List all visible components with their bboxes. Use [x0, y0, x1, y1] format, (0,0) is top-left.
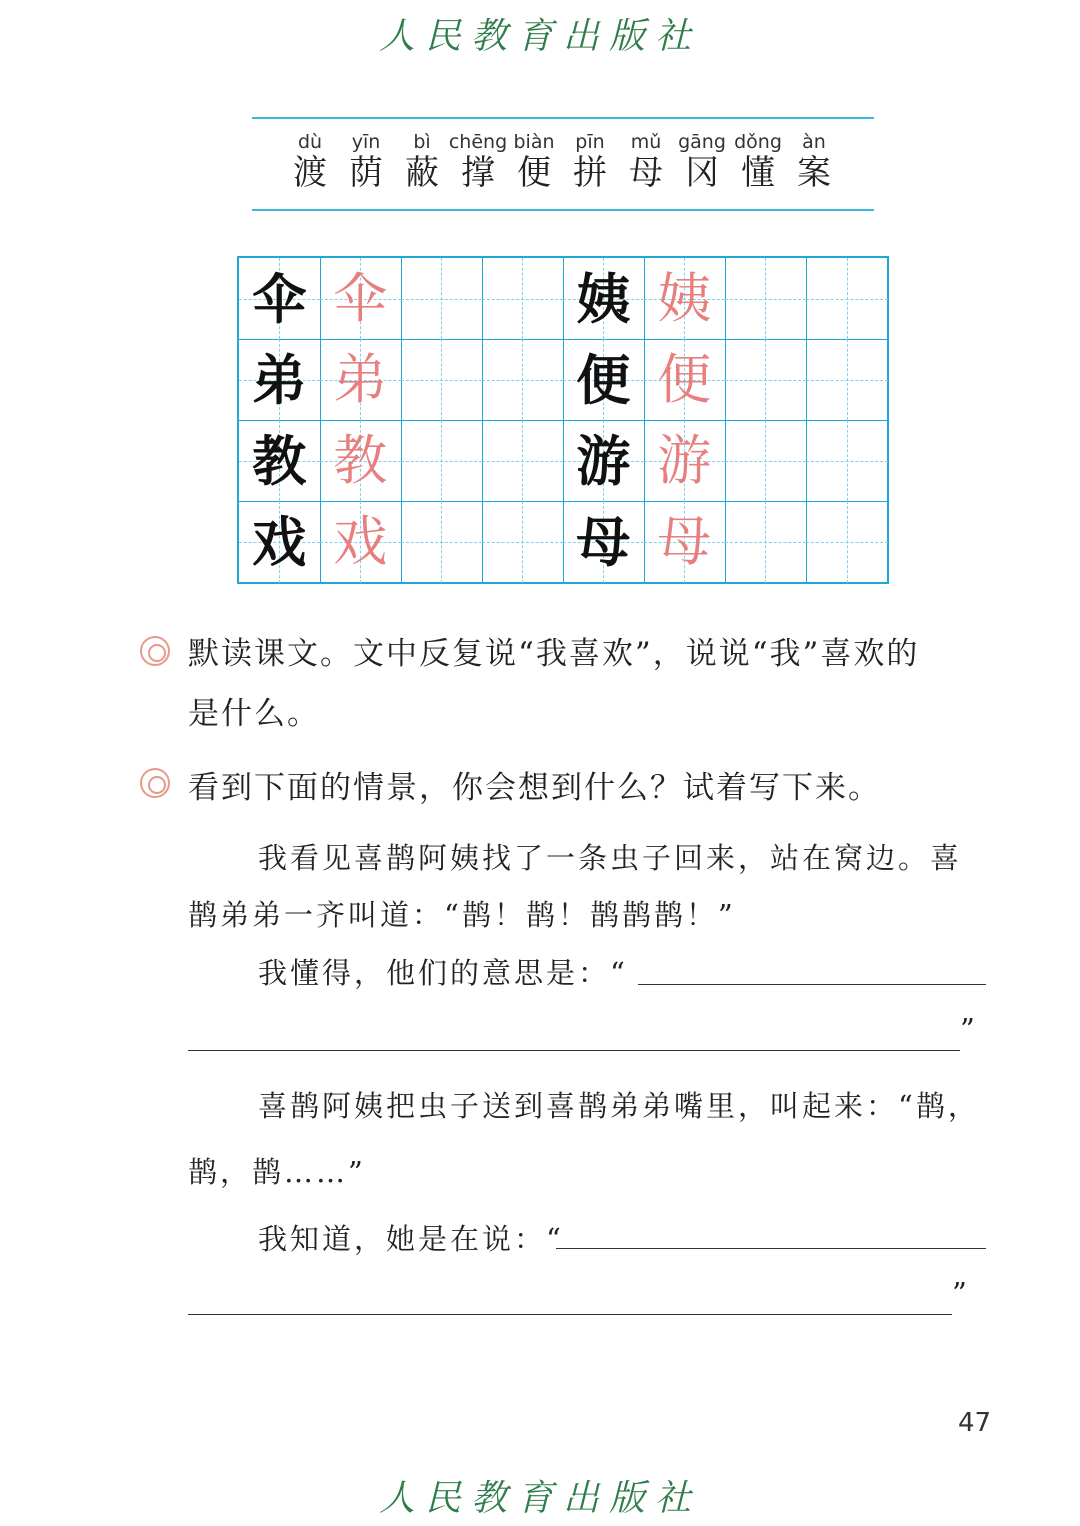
- grid-cell: [725, 258, 807, 340]
- tracing-character: 戏: [333, 510, 388, 573]
- tracing-character: 姨: [657, 266, 712, 330]
- vocab-item: yīn 荫: [349, 131, 383, 193]
- grid-cell: [563, 420, 645, 502]
- model-character: 戏: [252, 510, 307, 574]
- tracing-character: 伞: [333, 266, 388, 330]
- grid-cell: [725, 501, 807, 583]
- question-bullet-icon: [140, 768, 170, 798]
- grid-cell: [563, 339, 645, 421]
- tracing-character: 弟: [333, 347, 388, 411]
- vocab-item: dù 渡: [293, 131, 327, 193]
- grid-cell: [239, 339, 321, 421]
- page-number: 47: [958, 1408, 992, 1438]
- grid-cell: [401, 258, 483, 340]
- answer-2-blank-2[interactable]: [188, 1314, 952, 1315]
- vocab-item: bì 蔽: [405, 131, 439, 193]
- scene-2-line1: 喜鹊阿姨把虫子送到喜鹊弟弟嘴里，叫起来：“鹊，: [258, 1089, 980, 1123]
- grid-cell: [806, 501, 888, 583]
- grid-cell: [482, 420, 564, 502]
- grid-cell: [239, 258, 321, 340]
- answer-1-close-quote: ”: [960, 1012, 978, 1046]
- tracing-character: 教: [333, 428, 388, 492]
- tracing-character: 便: [657, 347, 712, 411]
- grid-cell: [482, 501, 564, 583]
- grid-cell: [644, 420, 726, 502]
- grid-cell: [806, 339, 888, 421]
- scene-1-line1: 我看见喜鹊阿姨找了一条虫子回来，站在窝边。喜: [258, 841, 963, 875]
- grid-cell: [644, 339, 726, 421]
- vocab-item: biàn 便: [513, 131, 555, 193]
- scene-1-line2: 鹊弟弟一齐叫道：“鹊！鹊！鹊鹊鹊！”: [188, 898, 736, 932]
- model-character: 游: [576, 428, 631, 493]
- vocabulary-box: [252, 117, 874, 211]
- vocab-item: pīn 拼: [573, 131, 607, 193]
- answer-1-blank-2[interactable]: [188, 1050, 960, 1051]
- answer-2-close-quote: ”: [952, 1276, 970, 1310]
- grid-cell: [563, 258, 645, 340]
- model-character: 姨: [576, 266, 631, 331]
- answer-1-blank[interactable]: [638, 984, 986, 985]
- grid-cell: [239, 501, 321, 583]
- grid-cell: [401, 420, 483, 502]
- model-character: 便: [576, 347, 631, 412]
- grid-cell: [482, 258, 564, 340]
- grid-cell: [482, 339, 564, 421]
- scene-2-line2: 鹊，鹊……”: [188, 1155, 366, 1189]
- question-2: 看到下面的情景，你会想到什么？试着写下来。: [188, 770, 881, 806]
- question-1-line1: 默读课文。文中反复说“我喜欢”，说说“我”喜欢的: [188, 636, 920, 672]
- grid-cell: [563, 501, 645, 583]
- tracing-character: 游: [657, 428, 712, 492]
- vocab-item: àn 案: [797, 131, 831, 193]
- model-character: 伞: [252, 266, 307, 331]
- writing-grid: [237, 256, 889, 584]
- grid-cell: [320, 339, 402, 421]
- grid-cell: [401, 501, 483, 583]
- vocab-item: chēng 撑: [448, 131, 508, 193]
- grid-cell: [320, 420, 402, 502]
- grid-cell: [644, 258, 726, 340]
- vocab-item: gāng 冈: [678, 131, 726, 193]
- grid-cell: [644, 501, 726, 583]
- grid-cell: [806, 258, 888, 340]
- answer-2-blank[interactable]: [556, 1248, 986, 1249]
- publisher-header: 人民教育出版社: [378, 16, 701, 57]
- grid-cell: [725, 339, 807, 421]
- question-bullet-icon: [140, 636, 170, 666]
- grid-cell: [806, 420, 888, 502]
- grid-cell: [725, 420, 807, 502]
- grid-cell: [401, 339, 483, 421]
- grid-cell: [320, 258, 402, 340]
- tracing-character: 母: [657, 510, 712, 573]
- answer-2-prompt: 我知道，她是在说：“: [258, 1222, 564, 1256]
- answer-1-prompt: 我懂得，他们的意思是：“: [258, 956, 628, 990]
- vocab-item: dǒng 懂: [734, 131, 782, 193]
- question-1-line2: 是什么。: [188, 696, 320, 732]
- model-character: 母: [576, 510, 631, 574]
- vocab-item: mǔ 母: [629, 131, 663, 193]
- model-character: 弟: [252, 347, 307, 412]
- grid-cell: [320, 501, 402, 583]
- model-character: 教: [252, 428, 307, 493]
- publisher-footer: 人民教育出版社: [378, 1478, 701, 1519]
- grid-cell: [239, 420, 321, 502]
